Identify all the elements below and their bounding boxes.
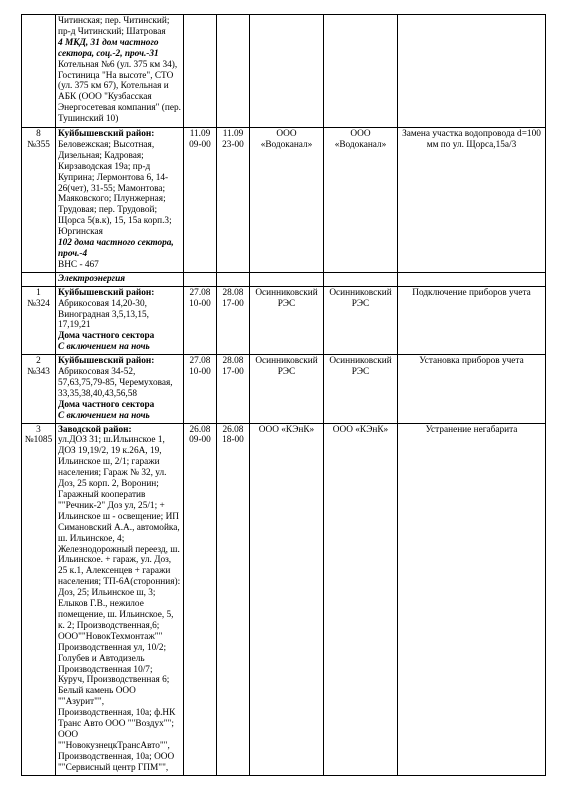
org-cell [324,286,398,354]
address-line: Читинская; пер. Читинский; [58,16,170,26]
work-description: Замена участка водопровода d=100 мм по ул. Щорса,15а/3 [402,129,541,150]
section-blank-cell [250,272,324,286]
end-date: 28.08 [222,356,244,367]
objects-text: Котельная №6 (ул. 375 км 34), Гостиница "На высоте", СТО (ул. 375 км 67), Котельная и АБК (ООО "Кузбасская Энергосетевая компания" (пер. Тушинский 10) [58,59,181,125]
num-cell [22,355,56,423]
org-cell [250,423,324,775]
end-date: 11.09 [222,129,244,139]
address-text: ул.ДОЗ 31; ш.Ильинское 1, ДОЗ 19,19/2, 19 к.26А, 19, Ильинское ш, 2/1; гаражи населения; Гараж № 32, ул. Доз, 25 корп. 2, Воронин; Гаражный кооператив ""Речник-2" Доз ул, 25/1; + Ильинское ш - освещение; ИП Симановский А.А., автомойка, ш. Ильинское, 4; Железнодорожный переезд, ш. Ильинское. + гараж, ул. Доз, 25 к.1, Алексенцев + гаражи населения; ТП-6А(сторонния): Доз, 25; Ильинское ш, 3; Елыков Г.В., нежилое помещение, ш. Ильинское, 5, к. 2; Производственная,6; ООО""НовокТехмонтаж"" Производственная ул, 10/2; Голубев и Автодизель Производственная 10/7; Куруч, Производственная 6; Белый камень ООО ""Азурит"", Производственная, 10а; ф.НК Транс Авто ООО ""Воздух""; ООО ""НовокузнецкТрансАвто"", Производственная, 10а; ООО ""Сервисный центр ГПМ"", [58,435,181,773]
address-text: Беловежская; Высотная, Дизельная; Кадровая; Кирзаводская 19а; пр-д Куприна; Лермонтова 6, 14-26(чет), 31-55; Мамонтова; Маяковского; Плунжерная; Трудовая; пер. Трудовой; Щорса 5(в.к), 15, 15а корп.3; Юргинская [58,139,172,238]
org-cell [250,128,324,273]
org-cell [324,15,398,128]
district-label: Куйбышевский район: [58,356,155,367]
district-label: Куйбышевский район: [58,287,155,298]
start-time: 09-00 [189,435,211,446]
work-cell [398,355,546,423]
district-label: Заводской район: [58,424,132,435]
work-description: Подключение приборов учета [412,287,531,298]
address-cell [56,128,184,273]
start-time: 09-00 [189,139,211,150]
night-note: С включением на ночь [58,410,150,421]
section-row [22,272,546,286]
end-cell [217,423,250,775]
work-cell [398,286,546,354]
start-time: 10-00 [189,367,211,378]
org-cell [250,286,324,354]
section-title: Электроэнергия [56,272,184,286]
address-text: Абрикосовая 34-52, 57,63,75,79-85, Черемуховая, 33,35,38,40,43,56,58 [58,367,173,399]
end-time: 17-00 [222,298,244,309]
table-row [22,423,546,775]
row-number: 8 [36,129,41,139]
org-name: Осинниковский РЭС [329,287,392,309]
houses-note: Дома частного сектора [58,399,155,410]
work-description: Устранение негабарита [425,424,518,435]
work-cell [398,15,546,128]
end-time: 17-00 [222,367,244,378]
start-cell [184,128,217,273]
section-blank-cell [184,272,217,286]
end-cell [217,128,250,273]
org-cell [250,15,324,128]
org-name: ООО [276,129,297,139]
row-number: 2 [36,356,41,367]
num-cell [22,286,56,354]
start-date: 27.08 [189,287,211,298]
org-cell [324,128,398,273]
outage-schedule-table [21,14,546,776]
end-time: 18-00 [222,435,244,446]
table-row [22,286,546,354]
end-date: 28.08 [222,287,244,298]
start-time: 10-00 [189,298,211,309]
end-cell [217,286,250,354]
table-row-continuation [22,15,546,128]
houses-note: 4 МКД, 31 дом частного сектора, соц.-2, проч.-31 [58,37,159,59]
section-blank-cell [217,272,250,286]
section-blank-cell [22,272,56,286]
address-cell [56,423,184,775]
work-cell [398,423,546,775]
start-date: 26.08 [189,424,211,435]
work-cell [398,128,546,273]
address-cell [56,15,184,128]
start-cell [184,15,217,128]
section-blank-cell [398,272,546,286]
row-number: 3 [36,424,41,435]
row-id: №355 [27,139,50,150]
row-id: №324 [27,298,50,309]
org-cell [324,423,398,775]
start-date: 27.08 [189,356,211,367]
start-cell [184,355,217,423]
end-cell [217,15,250,128]
table-row [22,355,546,423]
address-cell [56,355,184,423]
section-blank-cell [324,272,398,286]
address-cell [56,286,184,354]
org-name: ООО «КЭнК» [258,424,315,435]
org-name: Осинниковский РЭС [255,287,318,309]
org-name: ООО [350,129,371,139]
num-cell [22,423,56,775]
end-time: 23-00 [222,139,244,150]
start-date: 11.09 [189,129,211,139]
table-row [22,128,546,273]
houses-note: 102 дома частного сектора, проч.-4 [58,238,174,259]
end-date: 26.08 [222,424,244,435]
org-name: Осинниковский РЭС [329,356,392,378]
org-name: ООО «КЭнК» [332,424,389,435]
num-cell [22,128,56,273]
org-name: Осинниковский РЭС [255,356,318,378]
org-cell [324,355,398,423]
org-name: «Водоканал» [334,139,387,150]
org-name: «Водоканал» [260,139,313,150]
row-number: 1 [36,287,41,298]
start-cell [184,423,217,775]
houses-note: Дома частного сектора [58,331,155,342]
row-id: №1085 [24,435,53,446]
district-label: Куйбышевский район: [58,129,155,139]
row-id: №343 [27,367,50,378]
night-note: С включением на ночь [58,342,150,353]
address-line: пр-д Читинский; Шатровая [58,26,166,37]
org-cell [250,355,324,423]
start-cell [184,286,217,354]
end-cell [217,355,250,423]
num-cell [22,15,56,128]
work-description: Установка приборов учета [419,356,524,367]
extra-note: ВНС - 467 [58,259,99,270]
address-text: Абрикосовая 14,20-30, Виноградная 3,5,13,15, 17,19,21 [58,298,150,331]
